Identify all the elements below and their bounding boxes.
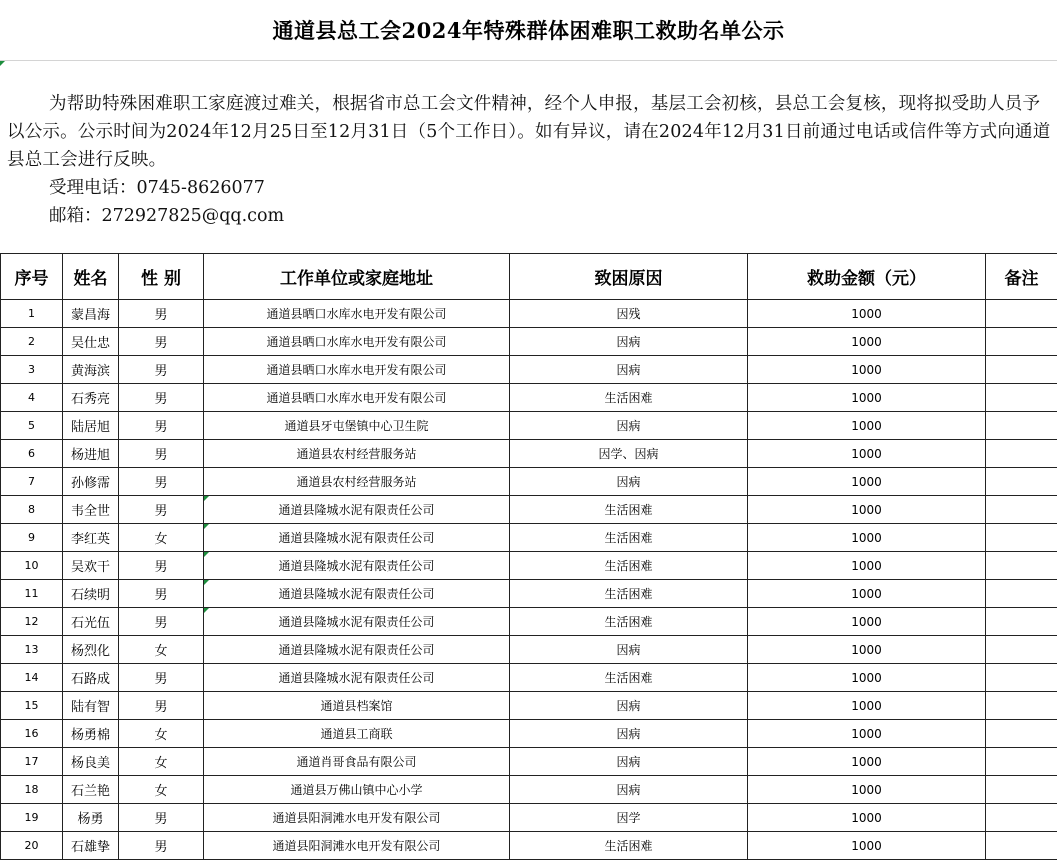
- cell-address: 通道县农村经营服务站: [204, 468, 510, 496]
- cell-amount: 1000: [748, 440, 986, 468]
- cell-index: 7: [1, 468, 63, 496]
- notice-phone: 受理电话：0745-8626077: [49, 178, 265, 198]
- table-row: [1, 804, 1057, 832]
- cell-gender: 男: [119, 832, 204, 860]
- cell-address: 通道县晒口水库水电开发有限公司: [204, 384, 510, 412]
- cell-name: 杨进旭: [63, 440, 119, 468]
- cell-remark: [986, 832, 1057, 860]
- cell-remark: [986, 356, 1057, 384]
- cell-gender: 女: [119, 748, 204, 776]
- table-row: [1, 692, 1057, 720]
- cell-remark: [986, 384, 1057, 412]
- cell-amount: 1000: [748, 356, 986, 384]
- header-reason: 致困原因: [510, 254, 748, 300]
- cell-amount: 1000: [748, 384, 986, 412]
- table-row: [1, 720, 1057, 748]
- cell-address: 通道县牙屯堡镇中心卫生院: [204, 412, 510, 440]
- cell-amount: 1000: [748, 748, 986, 776]
- cell-index: 19: [1, 804, 63, 832]
- cell-remark: [986, 300, 1057, 328]
- cell-reason: 因病: [510, 692, 748, 720]
- cell-reason: 因病: [510, 412, 748, 440]
- cell-index: 11: [1, 580, 63, 608]
- table-row: [1, 412, 1057, 440]
- cell-remark: [986, 636, 1057, 664]
- cell-reason: 因病: [510, 776, 748, 804]
- cell-amount: 1000: [748, 412, 986, 440]
- cell-gender: 男: [119, 804, 204, 832]
- cell-address: 通道县阳洞滩水电开发有限公司: [204, 832, 510, 860]
- cell-address: 通道县工商联: [204, 720, 510, 748]
- cell-gender: 男: [119, 384, 204, 412]
- cell-index: 6: [1, 440, 63, 468]
- cell-amount: 1000: [748, 608, 986, 636]
- cell-index: 5: [1, 412, 63, 440]
- cell-name: 石兰艳: [63, 776, 119, 804]
- table-row: [1, 356, 1057, 384]
- cell-gender: 女: [119, 524, 204, 552]
- cell-reason: 因病: [510, 356, 748, 384]
- cell-name: 陆居旭: [63, 412, 119, 440]
- cell-address: 通道县万佛山镇中心小学: [204, 776, 510, 804]
- table-row: [1, 524, 1057, 552]
- cell-address: 通道县晒口水库水电开发有限公司: [204, 328, 510, 356]
- cell-remark: [986, 748, 1057, 776]
- cell-reason: 因病: [510, 720, 748, 748]
- table-row: [1, 580, 1057, 608]
- cell-remark: [986, 692, 1057, 720]
- cell-address: 通道县隆城水泥有限责任公司: [204, 580, 510, 608]
- cell-name: 吴仕忠: [63, 328, 119, 356]
- cell-name: 杨勇棉: [63, 720, 119, 748]
- cell-amount: 1000: [748, 832, 986, 860]
- cell-remark: [986, 804, 1057, 832]
- cell-remark: [986, 328, 1057, 356]
- cell-name: 石雄挚: [63, 832, 119, 860]
- cell-name: 蒙昌海: [63, 300, 119, 328]
- table-header-row: [1, 254, 1057, 300]
- header-gender: 性 别: [119, 254, 204, 300]
- cell-index: 8: [1, 496, 63, 524]
- header-name: 姓名: [63, 254, 119, 300]
- cell-name: 杨烈化: [63, 636, 119, 664]
- cell-index: 3: [1, 356, 63, 384]
- cell-reason: 因学、因病: [510, 440, 748, 468]
- cell-address: 通道县隆城水泥有限责任公司: [204, 552, 510, 580]
- cell-amount: 1000: [748, 580, 986, 608]
- aid-list-table: [0, 253, 1057, 860]
- cell-remark: [986, 776, 1057, 804]
- cell-remark: [986, 440, 1057, 468]
- cell-index: 15: [1, 692, 63, 720]
- cell-reason: 生活困难: [510, 552, 748, 580]
- cell-amount: 1000: [748, 636, 986, 664]
- cell-address: 通道县档案馆: [204, 692, 510, 720]
- table-row: [1, 608, 1057, 636]
- cell-gender: 男: [119, 580, 204, 608]
- cell-name: 石路成: [63, 664, 119, 692]
- cell-address: 通道县隆城水泥有限责任公司: [204, 636, 510, 664]
- cell-index: 2: [1, 328, 63, 356]
- cell-remark: [986, 664, 1057, 692]
- table-row: [1, 552, 1057, 580]
- cell-address: 通道县隆城水泥有限责任公司: [204, 496, 510, 524]
- cell-name: 石光伍: [63, 608, 119, 636]
- cell-marker-icon: [0, 61, 5, 66]
- cell-reason: 生活困难: [510, 384, 748, 412]
- cell-remark: [986, 608, 1057, 636]
- cell-name: 李红英: [63, 524, 119, 552]
- cell-gender: 男: [119, 664, 204, 692]
- table-row: [1, 748, 1057, 776]
- cell-reason: 生活困难: [510, 524, 748, 552]
- cell-gender: 男: [119, 496, 204, 524]
- cell-marker-icon: [204, 552, 209, 557]
- cell-amount: 1000: [748, 692, 986, 720]
- cell-amount: 1000: [748, 804, 986, 832]
- header-address: 工作单位或家庭地址: [204, 254, 510, 300]
- notice-body: 为帮助特殊困难职工家庭渡过难关，根据省市总工会文件精神，经个人申报，基层工会初核，县总工会复核，现将拟受助人员予以公示。公示时间为2024年12月25日至12月31日（5个工作日）。如有异议，请在2024年12月31日前通过电话或信件等方式向通道县总工会进行反映。: [7, 94, 1051, 170]
- cell-marker-icon: [204, 580, 209, 585]
- cell-index: 1: [1, 300, 63, 328]
- cell-gender: 男: [119, 552, 204, 580]
- cell-index: 14: [1, 664, 63, 692]
- cell-address: 通道县晒口水库水电开发有限公司: [204, 300, 510, 328]
- cell-remark: [986, 720, 1057, 748]
- cell-reason: 因病: [510, 748, 748, 776]
- notice-email: 邮箱：272927825@qq.com: [49, 206, 285, 226]
- table-row: [1, 384, 1057, 412]
- cell-amount: 1000: [748, 776, 986, 804]
- cell-amount: 1000: [748, 524, 986, 552]
- table-row: [1, 440, 1057, 468]
- cell-index: 20: [1, 832, 63, 860]
- cell-index: 4: [1, 384, 63, 412]
- cell-gender: 女: [119, 636, 204, 664]
- cell-address: 通道县隆城水泥有限责任公司: [204, 608, 510, 636]
- cell-gender: 男: [119, 440, 204, 468]
- cell-amount: 1000: [748, 552, 986, 580]
- cell-reason: 生活困难: [510, 496, 748, 524]
- table-row: [1, 496, 1057, 524]
- cell-marker-icon: [204, 524, 209, 529]
- cell-gender: 男: [119, 412, 204, 440]
- cell-gender: 女: [119, 776, 204, 804]
- table-row: [1, 636, 1057, 664]
- cell-address: 通道县晒口水库水电开发有限公司: [204, 356, 510, 384]
- cell-index: 17: [1, 748, 63, 776]
- cell-index: 18: [1, 776, 63, 804]
- page-title: 通道县总工会2024年特殊群体困难职工救助名单公示: [272, 18, 785, 43]
- cell-marker-icon: [204, 608, 209, 613]
- cell-reason: 生活困难: [510, 608, 748, 636]
- cell-amount: 1000: [748, 496, 986, 524]
- cell-amount: 1000: [748, 664, 986, 692]
- table-row: [1, 300, 1057, 328]
- cell-remark: [986, 468, 1057, 496]
- cell-name: 杨良美: [63, 748, 119, 776]
- header-remark: 备注: [986, 254, 1057, 300]
- cell-gender: 女: [119, 720, 204, 748]
- cell-address: 通道县农村经营服务站: [204, 440, 510, 468]
- cell-name: 吴欢干: [63, 552, 119, 580]
- cell-gender: 男: [119, 692, 204, 720]
- cell-gender: 男: [119, 328, 204, 356]
- cell-reason: 因病: [510, 636, 748, 664]
- cell-remark: [986, 412, 1057, 440]
- table-row: [1, 832, 1057, 860]
- table-row: [1, 664, 1057, 692]
- title-row: [0, 0, 1057, 61]
- cell-name: 黄海滨: [63, 356, 119, 384]
- cell-amount: 1000: [748, 720, 986, 748]
- table-row: [1, 328, 1057, 356]
- cell-reason: 生活困难: [510, 664, 748, 692]
- cell-amount: 1000: [748, 300, 986, 328]
- cell-name: 孙修霈: [63, 468, 119, 496]
- cell-remark: [986, 496, 1057, 524]
- notice-text: [7, 90, 1053, 230]
- cell-name: 陆有智: [63, 692, 119, 720]
- cell-gender: 男: [119, 300, 204, 328]
- cell-index: 10: [1, 552, 63, 580]
- cell-address: 通道县隆城水泥有限责任公司: [204, 524, 510, 552]
- cell-name: 杨勇: [63, 804, 119, 832]
- cell-gender: 男: [119, 356, 204, 384]
- cell-name: 石续明: [63, 580, 119, 608]
- cell-gender: 男: [119, 468, 204, 496]
- cell-index: 16: [1, 720, 63, 748]
- cell-marker-icon: [204, 496, 209, 501]
- cell-reason: 因残: [510, 300, 748, 328]
- table-row: [1, 468, 1057, 496]
- cell-reason: 因病: [510, 468, 748, 496]
- cell-index: 12: [1, 608, 63, 636]
- cell-address: 通道县隆城水泥有限责任公司: [204, 664, 510, 692]
- cell-remark: [986, 524, 1057, 552]
- header-index: 序号: [1, 254, 63, 300]
- cell-remark: [986, 552, 1057, 580]
- cell-address: 通道肖哥食品有限公司: [204, 748, 510, 776]
- cell-remark: [986, 580, 1057, 608]
- cell-address: 通道县阳洞滩水电开发有限公司: [204, 804, 510, 832]
- cell-amount: 1000: [748, 468, 986, 496]
- cell-name: 石秀亮: [63, 384, 119, 412]
- cell-reason: 因学: [510, 804, 748, 832]
- cell-name: 韦全世: [63, 496, 119, 524]
- cell-amount: 1000: [748, 328, 986, 356]
- cell-reason: 生活困难: [510, 832, 748, 860]
- cell-index: 9: [1, 524, 63, 552]
- cell-gender: 男: [119, 608, 204, 636]
- header-amount: 救助金额（元）: [748, 254, 986, 300]
- cell-reason: 因病: [510, 328, 748, 356]
- cell-reason: 生活困难: [510, 580, 748, 608]
- cell-index: 13: [1, 636, 63, 664]
- table-row: [1, 776, 1057, 804]
